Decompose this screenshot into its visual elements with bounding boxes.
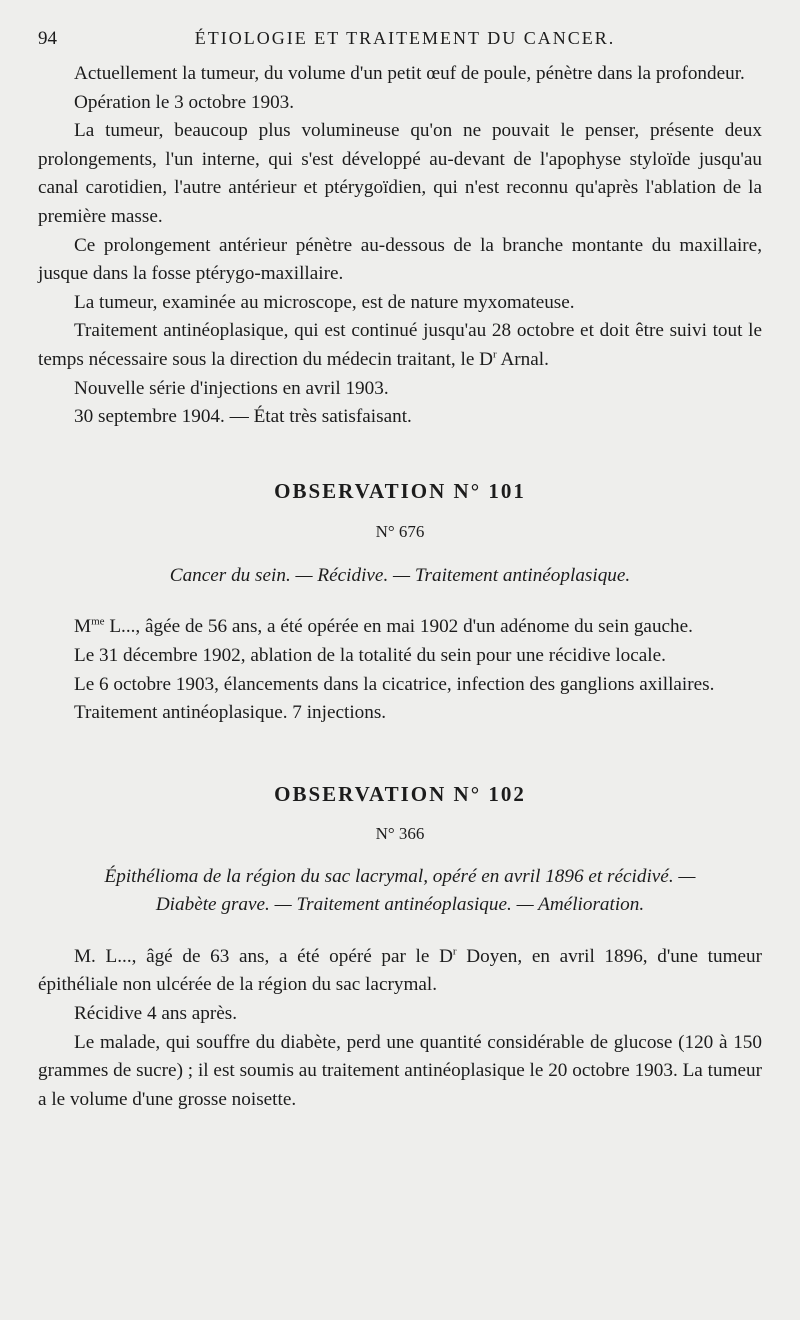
observation-number: N° 366 — [375, 823, 425, 843]
observation-number: N° 676 — [375, 521, 425, 541]
paragraph: 30 septembre 1904. — État très satisfaisant. — [74, 406, 412, 428]
page-number: 94 — [38, 28, 57, 49]
paragraph: Ce prolongement antérieur pénètre au-dessous de la branche montante du maxillaire, jusque dans la fosse ptérygo-maxillaire. — [38, 234, 762, 285]
doctor-abbr: D — [439, 945, 453, 967]
paragraph-text: M. L..., âgé de 63 ans, a été opéré par le — [74, 945, 440, 967]
paragraph: Récidive 4 ans après. — [74, 1003, 238, 1025]
observation-101 — [38, 479, 762, 728]
paragraph-text: Traitement antinéoplasique, qui est continué jusqu'au 28 octobre et doit être suivi tout le temps nécessaire sous la direction du médecin traitant, le — [38, 320, 762, 370]
doctor-abbr-sup: r — [452, 945, 457, 958]
subtitle-line: Épithélioma de la région du sac lacrymal, opéré en avril 1896 et récidivé. — — [104, 865, 696, 887]
subtitle-line: Diabète grave. — Traitement antinéoplasique. — Amélioration. — [155, 894, 645, 916]
paragraph: La tumeur, examinée au microscope, est de nature myxomateuse. — [74, 291, 575, 313]
paragraph: Le 31 décembre 1902, ablation de la totalité du sein pour une récidive locale. — [74, 644, 666, 666]
title-abbr: M — [74, 616, 92, 638]
paragraph: Opération le 3 octobre 1903. — [74, 91, 295, 113]
doctor-name: Arnal. — [496, 348, 549, 370]
observation-heading: OBSERVATION N° 102 — [274, 781, 526, 806]
observation-heading: OBSERVATION N° 101 — [274, 478, 526, 503]
paragraph: Nouvelle série d'injections en avril 1903. — [74, 377, 389, 399]
running-head — [38, 28, 762, 60]
paragraph: Traitement antinéoplasique. 7 injections. — [74, 702, 387, 724]
paragraph: Actuellement la tumeur, du volume d'un petit œuf de poule, pénètre dans la profondeur. — [74, 63, 745, 84]
observation-subtitle: Cancer du sein. — Récidive. — Traitement antinéoplasique. — [169, 564, 631, 586]
paragraph — [38, 943, 762, 1000]
paragraph — [38, 613, 762, 642]
observation-subtitle — [38, 863, 762, 920]
title-abbr-sup: me — [91, 615, 105, 628]
paragraph — [38, 317, 762, 374]
paragraph-text: L..., âgée de 56 ans, a été opérée en mai 1902 d'un adénome du sein gauche. — [104, 616, 693, 638]
paragraph: Le malade, qui souffre du diabète, perd une quantité considérable de glucose (120 à 150 grammes de sucre) ; il est soumis au traitement antinéoplasique le 20 octobre 1903. La tumeur a le volume d'une grosse noisette. — [38, 1031, 762, 1110]
doctor-abbr-sup: r — [493, 348, 497, 361]
doctor-abbr: D — [479, 348, 494, 370]
paragraph: Le 6 octobre 1903, élancements dans la cicatrice, infection des ganglions axillaires. — [74, 673, 715, 695]
running-title: ÉTIOLOGIE ET TRAITEMENT DU CANCER. — [194, 28, 616, 48]
paragraph: La tumeur, beaucoup plus volumineuse qu'on ne pouvait le penser, présente deux prolongements, l'un interne, qui s'est développé au-devant de l'apophyse styloïde jusqu'au canal carotidien, l'autre antérieur et ptérygoïdien, qui n'est reconnu qu'après l'ablation de la première masse. — [38, 120, 762, 227]
intro-section — [38, 60, 762, 432]
observation-102 — [38, 782, 762, 1115]
paragraph-text: Doyen, en avril 1896, d'une tumeur épithéliale non ulcérée de la région du sac lacrymal. — [38, 945, 762, 996]
